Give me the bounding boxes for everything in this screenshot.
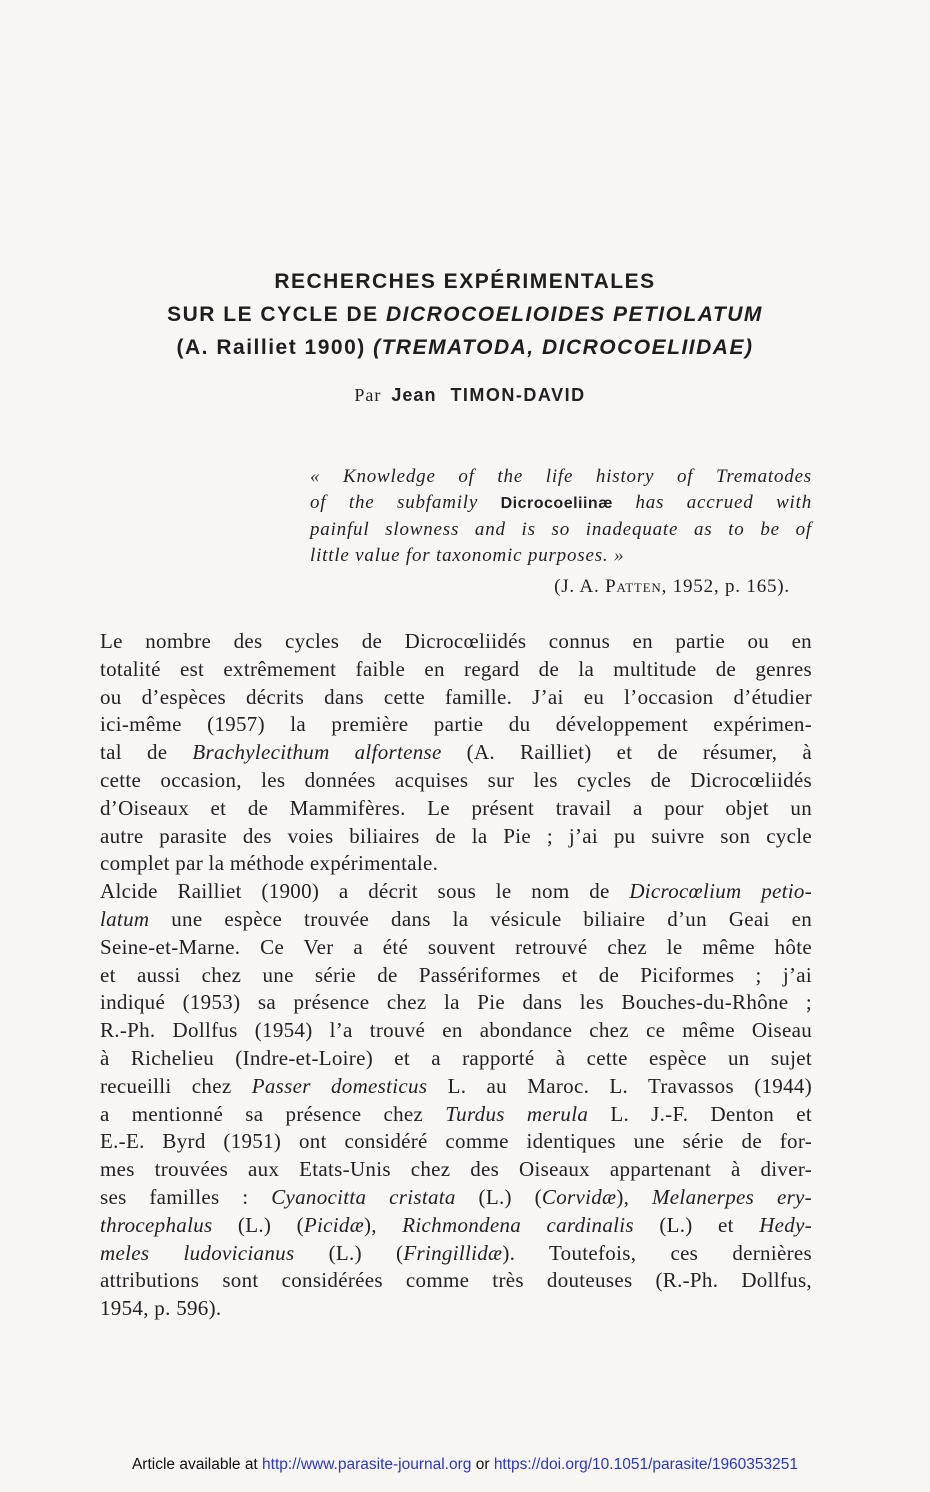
species-name: Brachylecithum alfortense (192, 740, 442, 765)
text-line (74, 1073, 812, 1101)
body-text (74, 628, 812, 1323)
taxon-name: (TREMATODA, DICROCOELIIDAE) (373, 336, 754, 359)
byline-par: Par (354, 385, 382, 405)
species-name: Turdus merula (445, 1101, 589, 1126)
text-segment: ), (616, 1184, 653, 1209)
text-segment: Alcide Railliet (1900) a décrit sous le nom de (100, 879, 630, 904)
epigraph-line: painful slowness and is so inadequate as to be of (310, 519, 812, 540)
text-line: ici-même (1957) la première partie du développement expérimen- (100, 712, 812, 737)
text-segment: L. J.-F. Denton et (588, 1101, 812, 1126)
text-segment: ), (364, 1212, 403, 1237)
text-line (74, 906, 812, 934)
text-segment: (L.) ( (212, 1212, 304, 1237)
species-name: Dicrocœlium petio- (629, 879, 812, 904)
text-segment: ). Toutefois, ces dernières (502, 1240, 812, 1265)
paragraph-1 (74, 628, 812, 878)
family-name: Fringillidæ (403, 1240, 503, 1265)
text-line: complet par la méthode expérimentale. (100, 851, 439, 876)
species-name: Melanerpes ery- (652, 1184, 812, 1209)
species-name: Cyanocitta cristata (271, 1184, 456, 1209)
epigraph-line: little value for taxonomic purposes. » (310, 545, 625, 566)
citation-text: (J. A. (554, 576, 606, 597)
text-line: autre parasite des voies biliaires de la Pie ; j’ai pu suivre son cycle (100, 823, 812, 848)
text-line (74, 1101, 812, 1129)
epigraph-quote (310, 464, 812, 569)
text-line: mes trouvées aux Etats-Unis chez des Oiseaux appartenant à diver- (100, 1157, 812, 1182)
citation-author: Patten (605, 576, 662, 597)
text-line: Seine-et-Marne. Ce Ver a été souvent retrouvé chez le même hôte (100, 934, 812, 959)
text-segment: tal de (100, 740, 193, 765)
text-line: E.-E. Byrd (1951) ont considéré comme identiques une série de for- (100, 1129, 812, 1154)
species-name: Richmondena cardinalis (402, 1212, 634, 1237)
text-line: et aussi chez une série de Passériformes et de Piciformes ; j’ai (100, 962, 812, 987)
text-segment: recueilli chez (100, 1073, 252, 1098)
author-last-name: TIMON-DAVID (450, 385, 586, 405)
text-line (74, 878, 812, 906)
species-name: DICROCOELIOIDES PETIOLATUM (385, 303, 763, 326)
species-authority: (A. Railliet 1900) (176, 336, 374, 359)
species-name: meles ludovicianus (100, 1240, 295, 1265)
text-segment: (A. Railliet) et de résumer, à (441, 740, 812, 765)
citation-text: , 1952, p. 165). (661, 576, 790, 597)
title-line-2 (60, 299, 870, 331)
species-name: throcephalus (100, 1212, 213, 1237)
text-line: totalité est extrêmement faible en regard de la multitude de genres (100, 656, 812, 681)
text-segment: L. au Maroc. L. Travassos (1944) (427, 1073, 812, 1098)
text-line (74, 1212, 812, 1240)
epigraph-text: of the subfamily (310, 492, 501, 513)
title-line-3 (60, 332, 870, 364)
byline (60, 385, 880, 406)
text-line: R.-Ph. Dollfus (1954) l’a trouvé en abondance chez ce même Oiseau (100, 1018, 812, 1043)
text-line: 1954, p. 596). (100, 1296, 222, 1321)
title-prefix: SUR LE CYCLE DE (167, 303, 386, 326)
paragraph-2 (74, 878, 812, 1323)
journal-link[interactable]: http://www.parasite-journal.org (262, 1456, 472, 1473)
species-name: latum (100, 906, 150, 931)
author-first-name: Jean (391, 385, 437, 405)
text-line (74, 739, 812, 767)
epigraph-line (310, 490, 812, 517)
epigraph-citation (554, 576, 790, 598)
text-line: attributions sont considérées comme très douteuses (R.-Ph. Dollfus, (100, 1268, 812, 1293)
text-line (74, 1240, 812, 1268)
text-line: indiqué (1953) sa présence chez la Pie dans les Bouches-du-Rhône ; (100, 990, 812, 1015)
epigraph-text: has accrued with (612, 492, 812, 513)
text-segment: ses familles : (100, 1184, 272, 1209)
text-line: d’Oiseaux et de Mammifères. Le présent travail a pour objet un (100, 795, 812, 820)
title-text: RECHERCHES EXPÉRIMENTALES (274, 270, 656, 293)
text-line: à Richelieu (Indre-et-Loire) et a rapporté à cette espèce un sujet (100, 1045, 812, 1070)
text-segment: (L.) ( (455, 1184, 542, 1209)
footer-text: Article available at (131, 1456, 263, 1473)
doi-link[interactable]: https://doi.org/10.1051/parasite/1960353251 (493, 1456, 799, 1473)
text-line: Le nombre des cycles de Dicrocœliidés connus en partie ou en (100, 629, 812, 653)
text-line (74, 1184, 812, 1212)
species-name: Passer domesticus (251, 1073, 428, 1098)
text-segment: a mentionné sa présence chez (100, 1101, 446, 1126)
species-name: Hedy- (759, 1212, 812, 1237)
epigraph-line: « Knowledge of the life history of Trematodes (310, 466, 812, 487)
text-segment: une espèce trouvée dans la vésicule biliaire d’un Geai en (149, 906, 812, 931)
family-name: Picidæ (303, 1212, 365, 1237)
subfamily-name: Dicrocoeliinæ (500, 495, 613, 512)
text-line: cette occasion, les données acquises sur les cycles de Dicrocœliidés (100, 767, 812, 792)
family-name: Corvidæ (541, 1184, 617, 1209)
text-segment: (L.) ( (294, 1240, 404, 1265)
title-line-1 (60, 266, 870, 298)
article-footer (0, 1456, 930, 1474)
text-segment: (L.) et (633, 1212, 760, 1237)
footer-text: or (471, 1456, 494, 1473)
text-line: ou d’espèces décrits dans cette famille. J’ai eu l’occasion d’étudier (100, 684, 812, 709)
